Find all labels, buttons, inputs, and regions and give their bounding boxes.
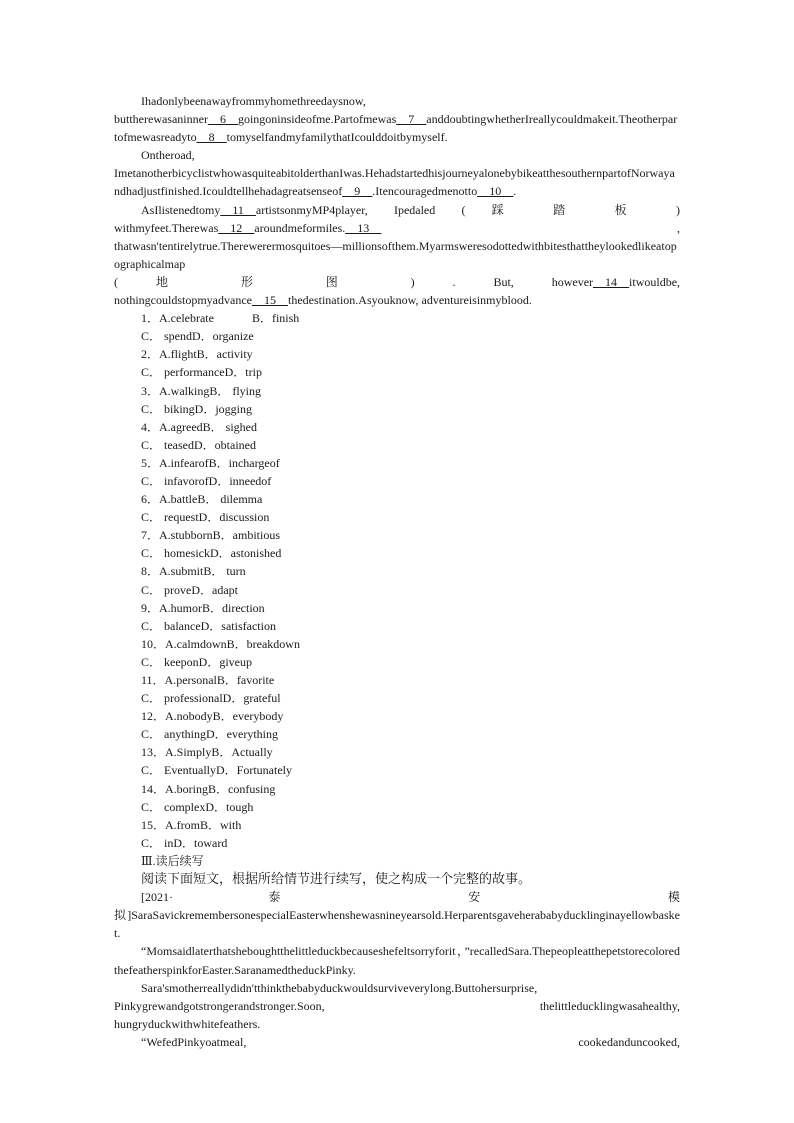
text: Ipedaled [393,202,436,217]
text: however [551,274,594,289]
blank-11: __11__ [220,202,256,217]
text: ( [114,274,118,289]
answer-options [114,309,680,852]
option-line: C． proveD．adapt [141,582,238,597]
option-line: 5．A.infearofB．inchargeof [141,455,280,470]
text: AsIlistenedtomy [141,202,221,217]
blank-13: __13__ [345,220,382,235]
text: Ihadonlybeenawayfrommyhomethreedaysnow, [141,94,366,108]
text: 图 [325,274,373,289]
passage-paragraph-3-line-2 [114,219,680,237]
story-paragraph-1: 拟]SaraSavickremembersonespecialEasterwhenshewasnineyearsold.Herparentsgaveherababyducklinginayellowbasket. [114,908,680,941]
option-line: C． balanceD．satisfaction [141,618,276,633]
text: thelittleducklingwasahealthy, [539,998,680,1013]
text: buttherewasaninner [114,112,208,127]
text: thedestination.Asyouknow, adventureisinmyblood. [287,293,532,308]
text: aroundmeformiles. [254,220,346,235]
passage-paragraph-2 [114,146,680,200]
passage-paragraph-1 [114,92,680,146]
blank-8: __8__ [196,130,227,145]
option-line: 12．A.nobodyB．everybody [141,709,284,724]
option-line: C． homesickD．astonished [141,546,282,561]
text: nothingcouldstopmyadvance [114,293,252,308]
option-line: 4．A.agreedB． sighed [141,419,257,434]
text: ) [410,274,415,289]
section-instruction: 阅读下面短文，根据所给情节进行续写，使之构成一个完整的故事。 [141,871,532,887]
text: goingoninsideofme.Partofmewas [237,112,397,127]
blank-12: __12__ [218,220,255,235]
passage-paragraph-3-line-3 [114,237,680,273]
option-line: C． keeponD．giveup [141,654,252,669]
text: 形 [240,274,288,289]
option-line: C． inD．toward [141,835,228,850]
story-paragraph-2: “Momsaidlaterthatsheboughtthelittleduckbecauseshefeltsorryforit，”recalledSara.ThepeopleatthepetstorecoloredthefeatherspinkforEaster.SaranamedtheduckPinky. [114,944,680,977]
text: ImetanotherbicyclistwhowasquiteabitolderthanIwas.HehadstartedhisjourneyalonebybikeatthesouthernpartofNorwayandhadjustfinished.Icouldtellhehadagreatsenseof [114,166,675,199]
option-line: C． professionalD．grateful [141,691,281,706]
story-paragraph-4 [114,1033,680,1051]
option-line: 10．A.calmdownB．breakdown [141,636,300,651]
blank-15: __15__ [251,293,288,308]
passage-paragraph-3-line-1 [114,201,680,219]
text: 地 [155,274,203,289]
story-paragraph-3-line-2 [114,997,680,1015]
text: But, [493,274,514,289]
blank-9: __9__ [342,184,373,199]
option-line: C． teasedD．obtained [141,437,256,452]
option-line: 8．A.submitB． turn [141,564,246,579]
option-line: C． anythingD．everything [141,727,278,742]
text: .Itencouragedmenotto [372,184,478,199]
option-line: 15．A.fromB．with [141,817,242,832]
text: itwouldbe, [629,274,681,289]
text: ( [461,202,466,217]
option-line: C． EventuallyD．Fortunately [141,763,292,778]
option-line: 2．A.flightB．activity [141,347,253,362]
option-line: 6．A.battleB． dilemma [141,492,263,507]
blank-7: __7__ [396,112,427,127]
blank-10: __10__ [477,184,514,199]
text: , [677,220,680,235]
passage-paragraph-3-line-5 [114,291,680,309]
text: tomyselfandmyfamilythatIcoulddoitbymyself. [226,130,448,145]
option-line: C． complexD．tough [141,799,254,814]
option-line: 13．A.SimplyB．Actually [141,745,273,760]
text: thatwasn'tentirelytrue.Therewerermosquitoes—millionsofthem.Myarmsweresodottedwithbitesthattheylookedlikeatopographicalmap [114,238,677,271]
section-heading: Ⅲ.读后续写 [141,853,204,868]
text: 1．A.celebrate [141,311,214,326]
option-line: 9．A.humorB．direction [141,600,265,615]
option-line: C． performanceD．trip [141,365,262,380]
option-line: C． requestD．discussion [141,510,270,525]
text: 板 [614,202,650,217]
text: Ontheroad, [141,148,195,163]
story-paragraph-3-line-1: Sara'smotherreallydidn'tthinkthebabyduckwouldsurviveverylong.Buttohersurprise, [141,980,538,995]
text: [2021· [141,890,173,905]
source-line [114,888,680,906]
passage-paragraph-3-line-4 [114,273,680,291]
text: withmyfeet.Therewas [114,220,219,235]
text: anddoubtingwhetherIreallycouldmakeit.Theotherpartofmewasreadyto [114,112,678,145]
text: 模 [667,890,680,905]
text: . [513,184,517,199]
blank-6: __6__ [207,112,238,127]
text: Pinkygrewandgotstrongerandstronger.Soon, [114,998,325,1013]
option-line: 11．A.personalB．favorite [141,673,275,687]
text: 踏 [553,202,589,217]
option-line: C． spendD．organize [141,329,254,344]
text: artistsonmyMP4player, [255,202,368,217]
text: “WefedPinkyoatmeal, [141,1034,247,1049]
option-line [114,309,680,327]
story-paragraph-3-line-3: hungryduckwithwhitefeathers. [114,1016,261,1031]
option-line: C． infavorofD．inneedof [141,473,272,488]
text: cookedanduncooked, [578,1034,680,1049]
option-line: 7．A.stubbornB．ambitious [141,528,281,543]
option-line: C． bikingD．jogging [141,401,253,416]
blank-14: __14__ [593,274,630,289]
text: B．finish [251,311,300,326]
text: 安 [468,890,573,905]
text: . [452,274,456,289]
document-page [114,92,680,1051]
option-line: 3．A.walkingB． flying [141,383,261,398]
text: ) [676,202,681,217]
text: 泰 [268,890,373,905]
option-line: 14．A.boringB．confusing [141,781,276,796]
text: 踩 [491,202,527,217]
